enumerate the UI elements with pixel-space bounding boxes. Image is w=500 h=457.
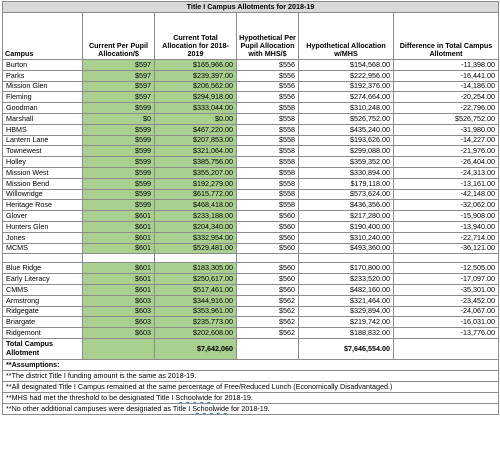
campus-cell: Ridgegate [3, 306, 83, 317]
separator-cell [299, 254, 394, 263]
note-text: for 2018-19. [228, 403, 270, 413]
current-per-pupil-cell: $597 [83, 60, 155, 71]
campus-cell: Lantern Lane [3, 135, 83, 146]
campus-cell: CMMS [3, 284, 83, 295]
difference-cell: -36,121.00 [394, 243, 499, 254]
note-no-other [3, 403, 499, 414]
difference-cell: -22,796.00 [394, 103, 499, 114]
hyp-allocation-cell: $436,356.00 [299, 200, 394, 211]
hyp-per-pupil-cell: $556 [237, 81, 299, 92]
hyp-per-pupil-cell: $560 [237, 284, 299, 295]
campus-cell: HBMS [3, 124, 83, 135]
hyp-per-pupil-cell: $560 [237, 263, 299, 274]
note-funding [3, 370, 499, 381]
total-label: Total Campus Allotment [3, 338, 83, 359]
total-hypothetical: $7,646,554.00 [299, 338, 394, 359]
current-total-cell: $202,608.00 [155, 328, 237, 339]
hyp-allocation-cell: $193,626.00 [299, 135, 394, 146]
campus-cell: Parks [3, 70, 83, 81]
campus-cell: Goodman [3, 103, 83, 114]
hyp-allocation-cell: $233,520.00 [299, 274, 394, 285]
table-row [3, 113, 499, 124]
note-text: **The district Title I funding amount is the same as 2018-19. [6, 370, 197, 380]
current-total-cell: $344,916.00 [155, 295, 237, 306]
difference-cell: -23,452.00 [394, 295, 499, 306]
note-text: for 2018-19. [212, 392, 253, 402]
hyp-allocation-cell: $359,352.00 [299, 157, 394, 168]
campus-cell: Burton [3, 60, 83, 71]
hyp-per-pupil-cell: $562 [237, 295, 299, 306]
total-row [3, 338, 499, 359]
hyp-allocation-cell: $188,832.00 [299, 328, 394, 339]
campus-cell: Glover [3, 211, 83, 222]
current-total-cell: $294,918.00 [155, 92, 237, 103]
hyp-allocation-cell: $190,400.00 [299, 221, 394, 232]
difference-cell: -22,714.00 [394, 232, 499, 243]
hyp-per-pupil-cell: $558 [237, 124, 299, 135]
difference-cell: -12,505.00 [394, 263, 499, 274]
current-per-pupil-cell: $597 [83, 92, 155, 103]
hyp-per-pupil-cell: $562 [237, 306, 299, 317]
current-total-cell: $529,481.00 [155, 243, 237, 254]
hyp-allocation-cell: $330,894.00 [299, 167, 394, 178]
current-per-pupil-cell: $599 [83, 157, 155, 168]
hyp-per-pupil-cell: $560 [237, 243, 299, 254]
note-cell [3, 370, 499, 381]
allotment-spreadsheet [2, 1, 498, 415]
current-total-cell: $235,773.00 [155, 317, 237, 328]
current-total-cell: $385,756.00 [155, 157, 237, 168]
total-blank-cell [237, 338, 299, 359]
campus-cell: Armstrong [3, 295, 83, 306]
table-row [3, 178, 499, 189]
hyp-per-pupil-cell: $558 [237, 113, 299, 124]
current-total-cell: $517,461.00 [155, 284, 237, 295]
current-per-pupil-cell: $601 [83, 243, 155, 254]
hyp-per-pupil-cell: $558 [237, 178, 299, 189]
current-total-cell: $204,340.00 [155, 221, 237, 232]
hyp-per-pupil-cell: $562 [237, 328, 299, 339]
difference-cell: -26,404.00 [394, 157, 499, 168]
table-row [3, 70, 499, 81]
current-total-cell: $321,064.00 [155, 146, 237, 157]
table-row [3, 232, 499, 243]
separator-cell [155, 254, 237, 263]
current-total-cell: $233,188.00 [155, 211, 237, 222]
difference-cell: -24,313.00 [394, 167, 499, 178]
hyp-per-pupil-cell: $556 [237, 60, 299, 71]
current-per-pupil-cell: $601 [83, 232, 155, 243]
note-cell [3, 392, 499, 403]
difference-cell: -35,301.00 [394, 284, 499, 295]
difference-cell: -42,148.00 [394, 189, 499, 200]
difference-cell: -21,976.00 [394, 146, 499, 157]
hyp-per-pupil-cell: $558 [237, 135, 299, 146]
hyp-per-pupil-cell: $558 [237, 146, 299, 157]
group-separator-row [3, 254, 499, 263]
hyp-per-pupil-cell: $558 [237, 189, 299, 200]
current-per-pupil-cell: $599 [83, 167, 155, 178]
campus-cell: Hunters Glen [3, 221, 83, 232]
current-total-cell: $355,207.00 [155, 167, 237, 178]
campus-cell: Fleming [3, 92, 83, 103]
note-text: Schoolwide [192, 403, 229, 413]
hyp-allocation-cell: $179,118.00 [299, 178, 394, 189]
current-total-cell: $332,954.00 [155, 232, 237, 243]
current-total-cell: $239,397.00 [155, 70, 237, 81]
table-row [3, 263, 499, 274]
current-total-cell: $183,305.00 [155, 263, 237, 274]
table-row [3, 284, 499, 295]
hyp-per-pupil-cell: $560 [237, 221, 299, 232]
hyp-allocation-cell: $321,464.00 [299, 295, 394, 306]
hyp-per-pupil-cell: $558 [237, 103, 299, 114]
hyp-allocation-cell: $274,664.00 [299, 92, 394, 103]
header-campus: Campus [3, 13, 83, 60]
campus-cell: Ridgemont [3, 328, 83, 339]
hyp-allocation-cell: $299,088.00 [299, 146, 394, 157]
current-total-cell: $165,966.00 [155, 60, 237, 71]
campus-cell: Mission Bend [3, 178, 83, 189]
current-total-cell: $207,853.00 [155, 135, 237, 146]
table-row [3, 200, 499, 211]
header-row [3, 13, 499, 60]
separator-cell [83, 254, 155, 263]
note-text: **MHS had met the threshold to be designated Title I [6, 392, 176, 402]
current-total-cell: $468,418.00 [155, 200, 237, 211]
current-total-cell: $333,044.00 [155, 103, 237, 114]
hyp-per-pupil-cell: $558 [237, 200, 299, 211]
current-per-pupil-cell: $597 [83, 70, 155, 81]
hyp-per-pupil-cell: $558 [237, 157, 299, 168]
current-total-cell: $0.00 [155, 113, 237, 124]
current-per-pupil-cell: $597 [83, 81, 155, 92]
table-row [3, 243, 499, 254]
note-text: **All designated Title I Campus remained at the same percentage of Free/Reduced Lunch (Economically Disadvantaged.) [6, 381, 393, 391]
hyp-per-pupil-cell: $556 [237, 70, 299, 81]
campus-cell: Jones [3, 232, 83, 243]
separator-cell [394, 254, 499, 263]
hyp-allocation-cell: $310,248.00 [299, 103, 394, 114]
current-per-pupil-cell: $601 [83, 284, 155, 295]
current-total-cell: $615,772.00 [155, 189, 237, 200]
table-row [3, 146, 499, 157]
header-current-total: Current Total Allocation for 2018-2019 [155, 13, 237, 60]
separator-cell [3, 254, 83, 263]
difference-cell: -14,186.00 [394, 81, 499, 92]
difference-cell: -13,161.00 [394, 178, 499, 189]
table-row [3, 306, 499, 317]
current-total-cell: $206,562.00 [155, 81, 237, 92]
current-per-pupil-cell: $603 [83, 306, 155, 317]
hyp-allocation-cell: $217,280.00 [299, 211, 394, 222]
campus-cell: Mission Glen [3, 81, 83, 92]
table-row [3, 328, 499, 339]
table-row [3, 167, 499, 178]
campus-cell: Townewest [3, 146, 83, 157]
difference-cell: -13,776.00 [394, 328, 499, 339]
hyp-allocation-cell: $219,742.00 [299, 317, 394, 328]
current-total-cell: $192,279.00 [155, 178, 237, 189]
hyp-allocation-cell: $493,360.00 [299, 243, 394, 254]
current-per-pupil-cell: $601 [83, 211, 155, 222]
table-row [3, 103, 499, 114]
hyp-allocation-cell: $482,160.00 [299, 284, 394, 295]
total-blank-cell [394, 338, 499, 359]
current-total-cell: $250,617.00 [155, 274, 237, 285]
current-total-cell: $467,220.00 [155, 124, 237, 135]
table-row [3, 274, 499, 285]
table-row [3, 317, 499, 328]
table-title-row [3, 2, 499, 13]
difference-cell: -32,062.00 [394, 200, 499, 211]
current-per-pupil-cell: $599 [83, 189, 155, 200]
table-row [3, 189, 499, 200]
difference-cell: -15,908.00 [394, 211, 499, 222]
hyp-allocation-cell: $310,240.00 [299, 232, 394, 243]
hyp-allocation-cell: $573,624.00 [299, 189, 394, 200]
allotment-table [2, 1, 499, 415]
difference-cell: -13,940.00 [394, 221, 499, 232]
hyp-allocation-cell: $154,568.00 [299, 60, 394, 71]
table-row [3, 60, 499, 71]
table-row [3, 124, 499, 135]
current-per-pupil-cell: $601 [83, 263, 155, 274]
campus-cell: Mission West [3, 167, 83, 178]
total-blank-cell [83, 338, 155, 359]
difference-cell: -20,254.00 [394, 92, 499, 103]
current-per-pupil-cell: $599 [83, 178, 155, 189]
current-per-pupil-cell: $601 [83, 274, 155, 285]
table-row [3, 92, 499, 103]
campus-cell: Early Literacy [3, 274, 83, 285]
hyp-allocation-cell: $222,956.00 [299, 70, 394, 81]
current-per-pupil-cell: $599 [83, 124, 155, 135]
current-per-pupil-cell: $603 [83, 295, 155, 306]
table-row [3, 211, 499, 222]
hyp-per-pupil-cell: $558 [237, 167, 299, 178]
current-per-pupil-cell: $0 [83, 113, 155, 124]
campus-cell: Willowridge [3, 189, 83, 200]
difference-cell: -16,031.00 [394, 317, 499, 328]
campus-cell: Holley [3, 157, 83, 168]
header-current-per-pupil: Current Per Pupil Allocation/$ [83, 13, 155, 60]
current-per-pupil-cell: $599 [83, 200, 155, 211]
table-title: Title I Campus Allotments for 2018-19 [3, 2, 499, 13]
hyp-allocation-cell: $526,752.00 [299, 113, 394, 124]
note-text: Schoolwide [175, 392, 213, 402]
table-row [3, 157, 499, 168]
current-per-pupil-cell: $603 [83, 328, 155, 339]
current-per-pupil-cell: $599 [83, 135, 155, 146]
table-row [3, 295, 499, 306]
hyp-allocation-cell: $170,800.00 [299, 263, 394, 274]
current-total-cell: $353,961.00 [155, 306, 237, 317]
note-cell [3, 381, 499, 392]
campus-cell: Briargate [3, 317, 83, 328]
header-difference: Difference in Total Campus Allotment [394, 13, 499, 60]
note-free-lunch [3, 381, 499, 392]
separator-cell [237, 254, 299, 263]
assumptions-text: **Assumptions: [6, 359, 60, 369]
note-text: **No other additional campuses were designated as Title I [6, 403, 193, 413]
campus-cell: MCMS [3, 243, 83, 254]
assumptions-label [3, 359, 499, 370]
hyp-per-pupil-cell: $560 [237, 274, 299, 285]
table-row [3, 135, 499, 146]
current-per-pupil-cell: $599 [83, 103, 155, 114]
difference-cell: -16,441.00 [394, 70, 499, 81]
hyp-per-pupil-cell: $562 [237, 317, 299, 328]
total-current: $7,642,060 [155, 338, 237, 359]
current-per-pupil-cell: $599 [83, 146, 155, 157]
difference-cell: -24,067.00 [394, 306, 499, 317]
table-row [3, 81, 499, 92]
hyp-allocation-cell: $192,376.00 [299, 81, 394, 92]
hyp-allocation-cell: $435,240.00 [299, 124, 394, 135]
hyp-per-pupil-cell: $560 [237, 232, 299, 243]
note-cell [3, 359, 499, 370]
current-per-pupil-cell: $601 [83, 221, 155, 232]
hyp-allocation-cell: $329,894.00 [299, 306, 394, 317]
difference-cell: -31,980.00 [394, 124, 499, 135]
table-row [3, 221, 499, 232]
difference-cell: $526,752.00 [394, 113, 499, 124]
header-hyp-per-pupil: Hypothetical Per Pupil Allocation with MHS/$ [237, 13, 299, 60]
hyp-per-pupil-cell: $556 [237, 92, 299, 103]
campus-cell: Heritage Rose [3, 200, 83, 211]
hyp-per-pupil-cell: $560 [237, 211, 299, 222]
header-hyp-allocation: Hypothetical Allocation w/MHS [299, 13, 394, 60]
note-cell [3, 403, 499, 414]
note-mhs [3, 392, 499, 403]
campus-cell: Blue Ridge [3, 263, 83, 274]
difference-cell: -17,097.00 [394, 274, 499, 285]
current-per-pupil-cell: $603 [83, 317, 155, 328]
difference-cell: -11,398.00 [394, 60, 499, 71]
difference-cell: -14,227.00 [394, 135, 499, 146]
campus-cell: Marshall [3, 113, 83, 124]
